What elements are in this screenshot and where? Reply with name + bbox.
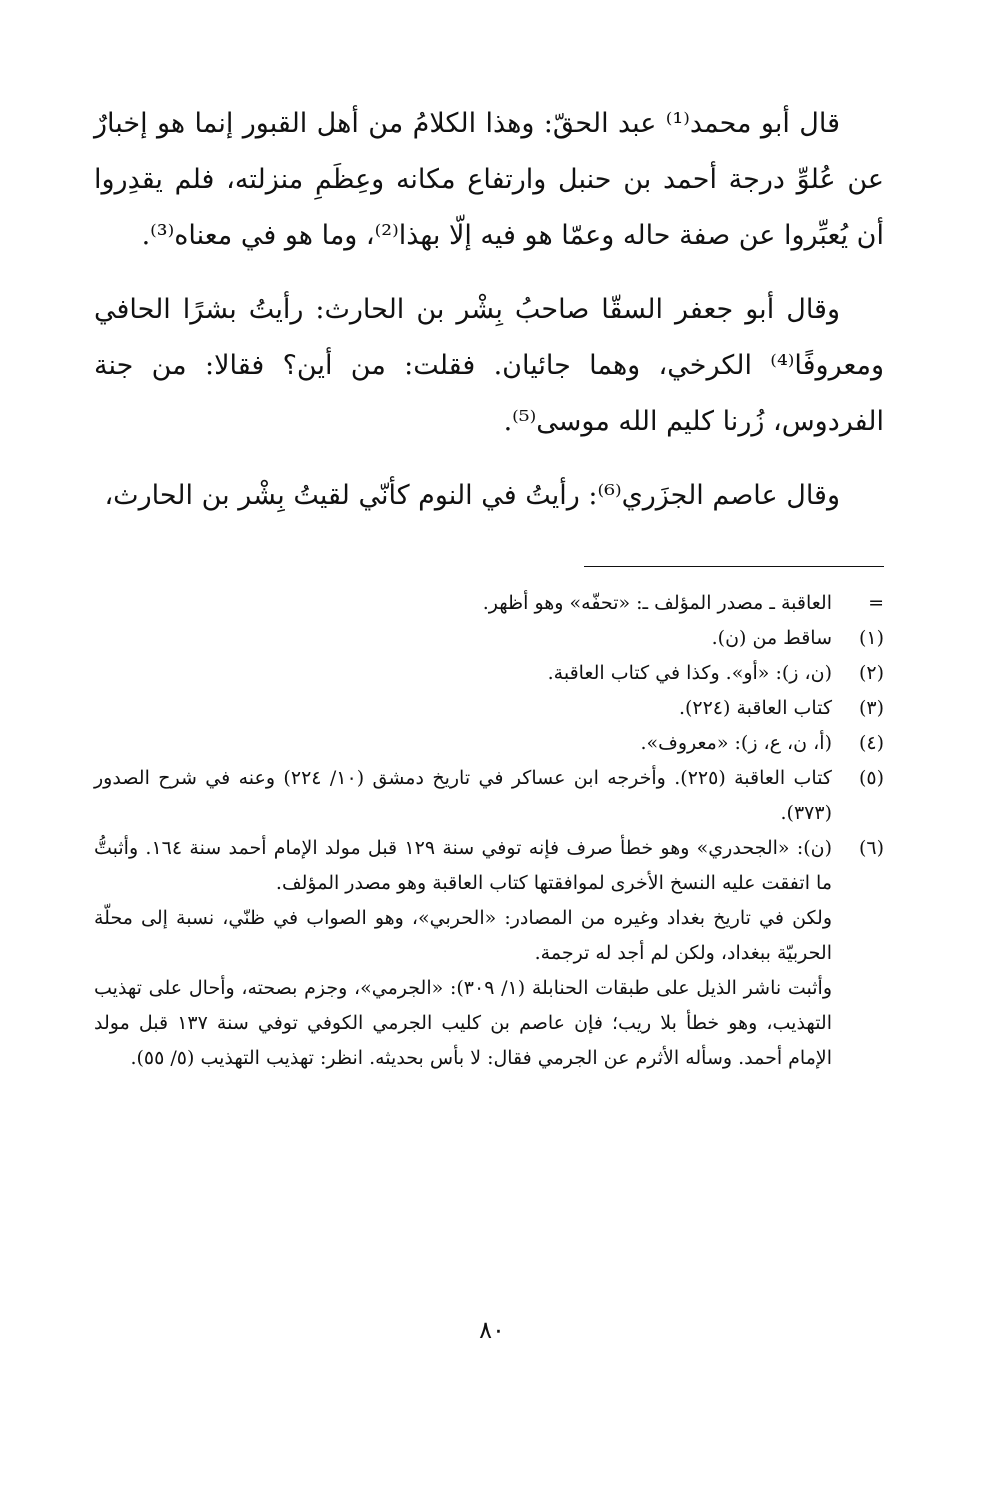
footnote-1 xyxy=(94,621,884,656)
footnote-mark: = xyxy=(868,592,884,614)
footnote-text: كتاب العاقبة (٢٢٤). xyxy=(678,697,832,719)
paragraph-2: وقال أبو جعفر السقّا صاحبُ بِشْر بن الحارث: رأيتُ بشرًا الحافي ومعروفًا⁽⁴⁾ الكرخي، وهما جائيان. فقلت: من أين؟ فقالا: من جنة الفردوس، زُرنا كليم الله موسى⁽⁵⁾. xyxy=(94,294,884,437)
paragraph-3: وقال عاصم الجزَري⁽⁶⁾: رأيتُ في النوم كأنّي لقيتُ بِشْر بن الحارث، xyxy=(104,480,840,511)
footnote-6 xyxy=(94,831,884,901)
footnote-text: كتاب العاقبة (٢٢٥). وأخرجه ابن عساكر في تاريخ دمشق (١٠/ ٢٢٤) وعنه في شرح الصدور (٣٧٣). xyxy=(94,767,832,824)
footnote-text: العاقبة ـ مصدر المؤلف ـ: «تحفّه» وهو أظهر. xyxy=(482,592,832,614)
footnote-mark: (١) xyxy=(858,627,884,649)
footnote-text: (ن): «الجحدري» وهو خطأ صرف فإنه توفي سنة ١٢٩ قبل مولد الإمام أحمد سنة ١٦٤. وأثبتُّ ما اتفقت عليه النسخ الأخرى لموافقتها كتاب العاقبة وهو مصدر المؤلف. xyxy=(94,837,833,894)
footnote-mark: (٣) xyxy=(858,697,884,719)
footnote-text: (أ، ن، ع، ز): «معروف». xyxy=(640,732,832,754)
footnote-mark: (٢) xyxy=(858,662,884,684)
footnote-4 xyxy=(94,726,884,761)
footnotes xyxy=(94,586,884,1076)
footnote-continued xyxy=(94,586,884,621)
footnote-separator xyxy=(584,566,884,567)
footnote-6-continuation-1: ولكن في تاريخ بغداد وغيره من المصادر: «الحربي»، وهو الصواب في ظنّي، نسبة إلى محلّة الحربيّة ببغداد، ولكن لم أجد له ترجمة. xyxy=(94,907,832,964)
footnote-3 xyxy=(94,691,884,726)
page-number: ٨٠ xyxy=(479,1316,505,1344)
footnote-mark: (٤) xyxy=(858,732,884,754)
footnote-mark: (٥) xyxy=(858,767,884,789)
footnote-text: ساقط من (ن). xyxy=(711,627,832,649)
main-text xyxy=(94,96,884,542)
footnote-text: (ن، ز): «أو». وكذا في كتاب العاقبة. xyxy=(547,662,832,684)
footnote-2 xyxy=(94,656,884,691)
paragraph-1: قال أبو محمد⁽¹⁾ عبد الحقّ: وهذا الكلامُ من أهل القبور إنما هو إخبارٌ عن عُلوِّ درجة أحمد بن حنبل وارتفاع مكانه وعِظَمِ منزلته، فلم يقدِروا أن يُعبِّروا عن صفة حاله وعمّا هو فيه إلّا بهذا⁽²⁾، وما هو في معناه⁽³⁾. xyxy=(94,108,884,251)
footnote-mark: (٦) xyxy=(858,837,884,859)
footnote-6-continuation-2: وأثبت ناشر الذيل على طبقات الحنابلة (١/ ٣٠٩): «الجرمي»، وجزم بصحته، وأحال على تهذيب التهذيب، وهو خطأ بلا ريب؛ فإن عاصم بن كليب الجرمي الكوفي توفي سنة ١٣٧ قبل مولد الإمام أحمد. وسأله الأثرم عن الجرمي فقال: لا بأس بحديثه. انظر: تهذيب التهذيب (٥/ ٥٥). xyxy=(94,977,832,1069)
footnote-5 xyxy=(94,761,884,831)
